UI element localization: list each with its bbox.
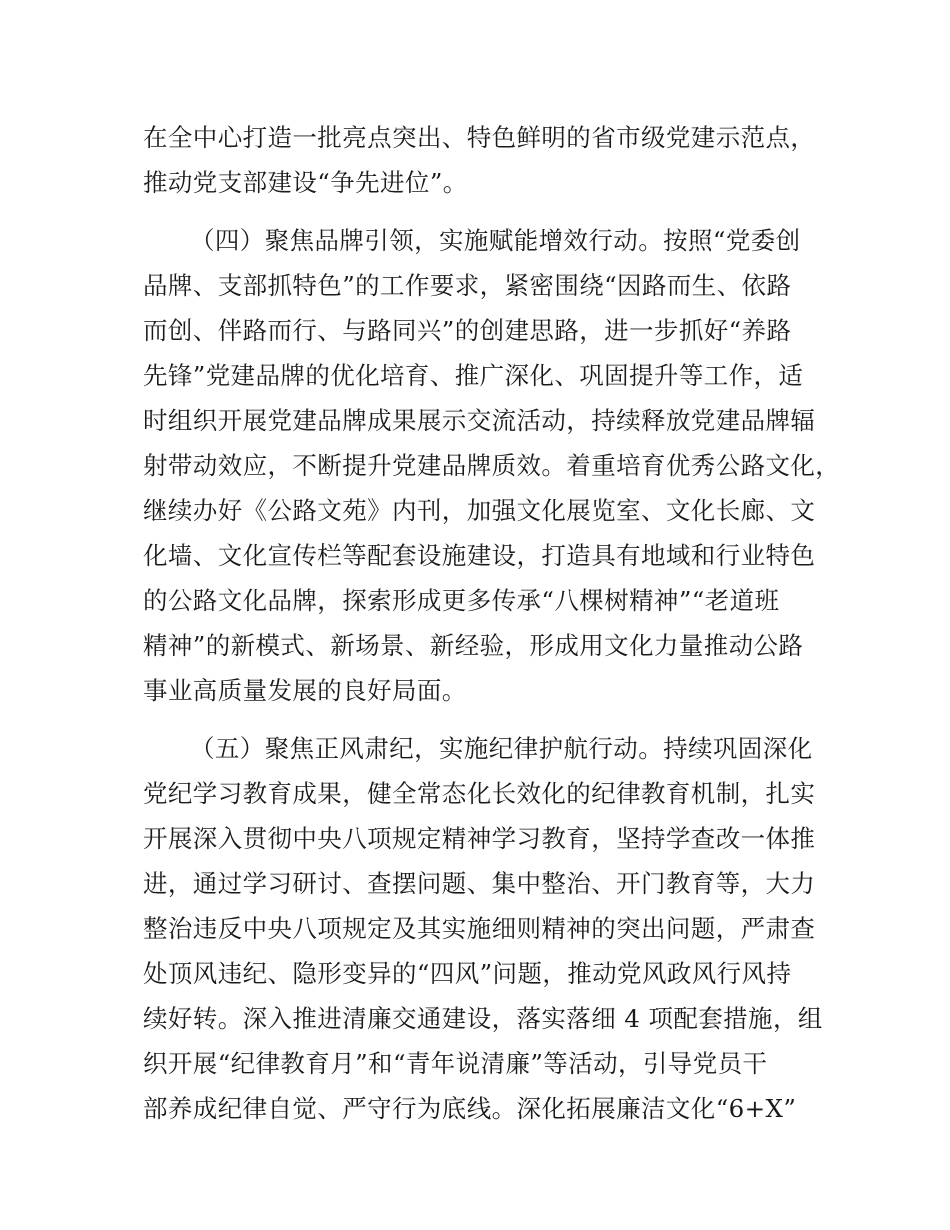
text-line: 推动党支部建设“争先进位”。 (143, 168, 468, 197)
paragraph-four-heading-line: （四）聚焦品牌引领，实施赋能增效行动。按照“党委创 (190, 226, 801, 255)
text-line: 在全中心打造一批亮点突出、特色鲜明的省市级党建示范点， (143, 123, 816, 152)
text-line: 织开展“纪律教育月”和“青年说清廉”等活动，引导党员干 (143, 1049, 768, 1078)
text-line: 事业高质量发展的良好局面。 (143, 676, 467, 705)
text-line: 射带动效应，不断提升党建品牌质效。着重培育优秀公路文化， (143, 451, 841, 480)
text-line: 续好转。深入推进清廉交通建设，落实落细 4 项配套措施，组 (143, 1004, 823, 1033)
text-line: 处顶风违纪、隐形变异的“四风”问题，推动党风政风行风持 (143, 959, 792, 988)
text-line: 先锋”党建品牌的优化培育、推广深化、巩固提升等工作，适 (143, 361, 804, 390)
text-line: 继续办好《公路文苑》内刊，加强文化展览室、文化长廊、文 (143, 496, 816, 525)
text-line: 而创、伴路而行、与路同兴”的创建思路，进一步抓好“养路 (143, 316, 792, 345)
text-line: 化墙、文化宣传栏等配套设施建设，打造具有地域和行业特色 (143, 541, 816, 570)
text-line: 品牌、支部抓特色”的工作要求，紧密围绕“因路而生、依路 (143, 271, 792, 300)
text-line: 时组织开展党建品牌成果展示交流活动，持续释放党建品牌辐 (143, 406, 816, 435)
text-line: 部养成纪律自觉、严守行为底线。深化拓展廉洁文化“6+X” (143, 1094, 797, 1123)
text-line: 的公路文化品牌，探索形成更多传承“八棵树精神”“老道班 (143, 586, 780, 615)
text-line: 开展深入贯彻中央八项规定精神学习教育，坚持学查改一体推 (143, 824, 816, 853)
text-line: 进，通过学习研讨、查摆问题、集中整治、开门教育等，大力 (143, 869, 816, 898)
text-line: 整治违反中央八项规定及其实施细则精神的突出问题，严肃查 (143, 914, 816, 943)
text-line: 精神”的新模式、新场景、新经验，形成用文化力量推动公路 (143, 631, 804, 660)
text-line: 党纪学习教育成果，健全常态化长效化的纪律教育机制，扎实 (143, 779, 816, 808)
paragraph-five-heading-line: （五）聚焦正风肃纪，实施纪律护航行动。持续巩固深化 (190, 734, 813, 763)
